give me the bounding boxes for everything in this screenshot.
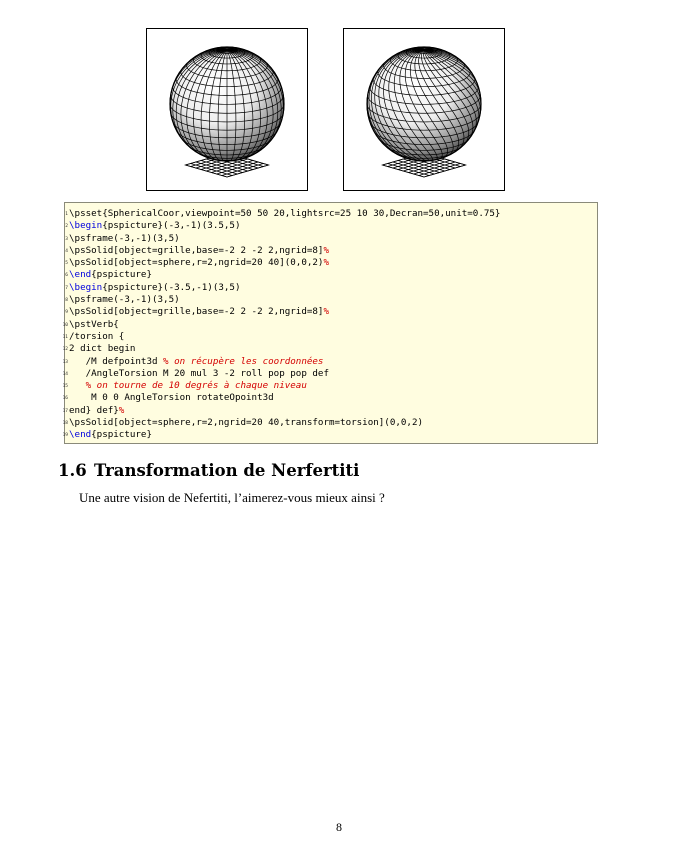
code-keyword: \end [69, 429, 92, 441]
code-percent: % [323, 306, 329, 318]
code-line [65, 257, 597, 269]
code-line [65, 220, 597, 232]
code-comment: % on récupère les coordonnées [163, 355, 324, 367]
code-text: {pspicture} [91, 429, 152, 441]
code-keyword: \begin [69, 281, 103, 293]
code-line [65, 245, 597, 257]
line-number: 4 [65, 248, 68, 254]
code-text: /M defpoint3d [69, 355, 164, 367]
code-line [65, 233, 597, 245]
code-comment: % on tourne de 10 degrés à chaque niveau [85, 380, 307, 392]
body-paragraph: Une autre vision de Nefertiti, l’aimerez-vous mieux ainsi ? [79, 490, 385, 505]
code-line [62, 367, 597, 380]
section-number: 1.6 [58, 461, 87, 480]
page-number: 8 [336, 820, 342, 834]
code-text: \psSolid[object=sphere,r=2,ngrid=20 40](0,0,2) [69, 257, 324, 269]
code-keyword: \end [69, 269, 92, 281]
line-number: 15 [62, 384, 68, 390]
code-text: 2 dict begin [69, 343, 136, 355]
code-text: /torsion { [69, 330, 125, 342]
code-text: \psSolid[object=sphere,r=2,ngrid=20 40,transform=torsion](0,0,2) [69, 417, 424, 429]
figure-sphere-grid [146, 28, 308, 191]
code-text: \psset{SphericalCoor,viewpoint=50 50 20,lightsrc=25 10 30,Decran=50,unit=0.75} [69, 208, 501, 219]
line-number: 17 [62, 408, 68, 414]
code-listing [64, 202, 598, 444]
code-line [62, 404, 597, 417]
code-text: {pspicture} [91, 269, 152, 281]
line-number: 1 [65, 212, 68, 217]
code-line [65, 282, 597, 294]
code-percent: % [118, 404, 125, 416]
code-percent: % [323, 244, 329, 256]
code-text: \pstVerb{ [69, 318, 119, 330]
line-number: 3 [65, 236, 68, 242]
sphere-grid-illustration [147, 29, 307, 190]
code-text: \psframe(-3,-1)(3,5) [69, 232, 180, 244]
code-line [65, 294, 597, 306]
line-number: 8 [65, 298, 68, 304]
code-line [62, 429, 597, 441]
code-line [65, 208, 597, 220]
section-heading [58, 461, 359, 480]
code-line [62, 380, 597, 392]
code-text: \psframe(-3,-1)(3,5) [69, 294, 180, 306]
line-number: 10 [62, 322, 68, 328]
code-line [62, 417, 597, 429]
line-number: 13 [62, 359, 68, 365]
figure-sphere-torsion [343, 28, 505, 191]
line-number: 7 [65, 285, 68, 291]
code-text: M 0 0 AngleTorsion rotateOpoint3d [69, 392, 274, 404]
line-number: 9 [65, 310, 68, 316]
code-text: /AngleTorsion M 20 mul 3 -2 roll pop pop def [69, 367, 329, 379]
line-number: 5 [65, 261, 68, 267]
code-keyword: \begin [69, 220, 103, 232]
code-line [65, 269, 597, 281]
code-text: end} def} [69, 404, 119, 416]
code-text: {pspicture}(-3.5,-1)(3,5) [102, 281, 241, 293]
line-number: 16 [62, 396, 68, 402]
code-line [62, 392, 597, 404]
code-line [65, 306, 597, 318]
section-title: Transformation de Nerfertiti [94, 461, 360, 480]
line-number: 6 [65, 273, 68, 279]
code-line [62, 343, 597, 355]
sphere-torsion-illustration [344, 29, 504, 190]
code-text: \psSolid[object=grille,base=-2 2 -2 2,ngrid=8] [69, 306, 324, 318]
code-line [62, 330, 597, 343]
code-line [62, 355, 597, 368]
code-text [69, 380, 86, 391]
line-number: 2 [65, 224, 68, 230]
line-number: 14 [62, 371, 68, 377]
line-number: 18 [62, 421, 68, 427]
code-text: \psSolid[object=grille,base=-2 2 -2 2,ngrid=8] [69, 244, 324, 256]
code-percent: % [323, 257, 329, 269]
line-number: 12 [62, 347, 68, 353]
code-text: {pspicture}(-3,-1)(3.5,5) [102, 220, 241, 232]
line-number: 19 [62, 433, 68, 439]
line-number: 11 [62, 334, 68, 340]
code-line [62, 318, 597, 331]
